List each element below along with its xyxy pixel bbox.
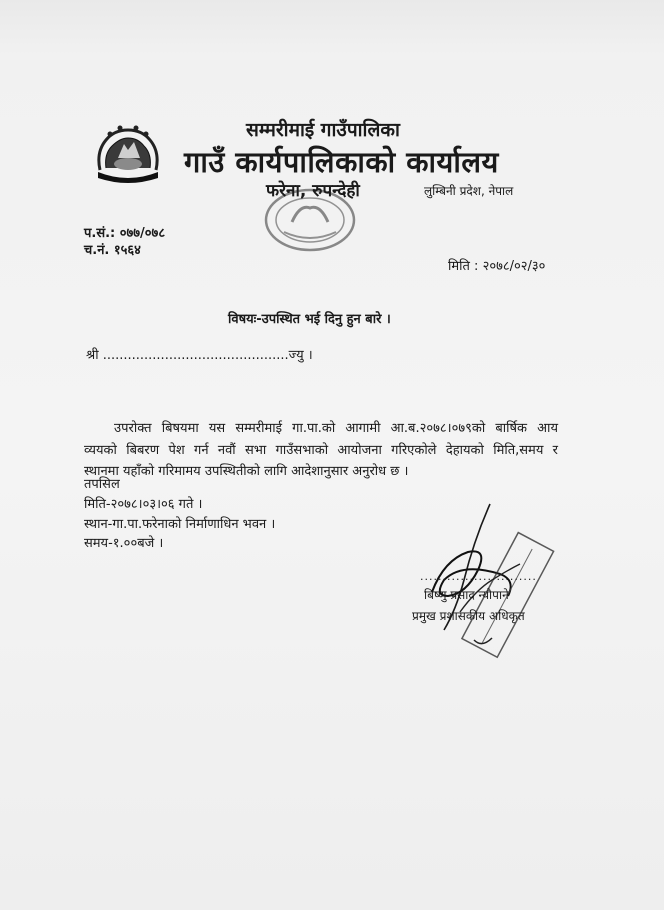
letter-subject: विषयः-उपस्थित भई दिनु हुन बारे ।	[228, 312, 391, 327]
province-text: लुम्बिनी प्रदेश, नेपाल	[424, 184, 514, 198]
letter-body	[84, 418, 558, 483]
letter-addressee: श्री .............................................ज्यु ।	[86, 348, 313, 363]
body-line: उपरोक्त बिषयमा यस सम्मरीमाई गा.पा.को आगामी आ.ब.२०७८।०७९को बार्षिक आय	[114, 421, 558, 436]
event-time: समय-१.००बजे ।	[84, 536, 164, 551]
signatory-title: प्रमुख प्रशासकीय अधिकृत	[412, 609, 525, 623]
body-line: स्थानमा यहाँको गरिमामय उपस्थितीको लागि आदेशानुसार अनुरोध छ ।	[84, 464, 409, 479]
nepal-emblem-icon	[92, 122, 164, 186]
reference-number: प.सं.: ०७७/०७८	[84, 226, 166, 241]
details-heading: तपसिल	[84, 477, 120, 492]
body-line: व्ययको बिबरण पेश गर्न नवौं सभा गाउँसभाको आयोजना गरिएकोले देहायको मिति,समय र	[84, 442, 558, 458]
office-name: गाउँ कार्यपालिकाको कार्यालय	[184, 145, 499, 179]
signature-line: ..........................	[420, 570, 537, 583]
municipality-name: सम्मरीमाई गाउँपालिका	[246, 119, 400, 141]
dispatch-number: च.नं. १५६४	[84, 243, 141, 258]
signatory-name: बिष्णु प्रसाद न्यौपाने	[424, 588, 509, 602]
event-date: मिति-२०७८।०३।०६ गते ।	[84, 497, 203, 512]
event-place: स्थान-गा.पा.फरेनाको निर्माणाधिन भवन ।	[84, 517, 276, 532]
office-address: फरेना, रुपन्देही	[266, 181, 360, 201]
letter-date: मिति : २०७८/०२/३०	[448, 259, 546, 274]
